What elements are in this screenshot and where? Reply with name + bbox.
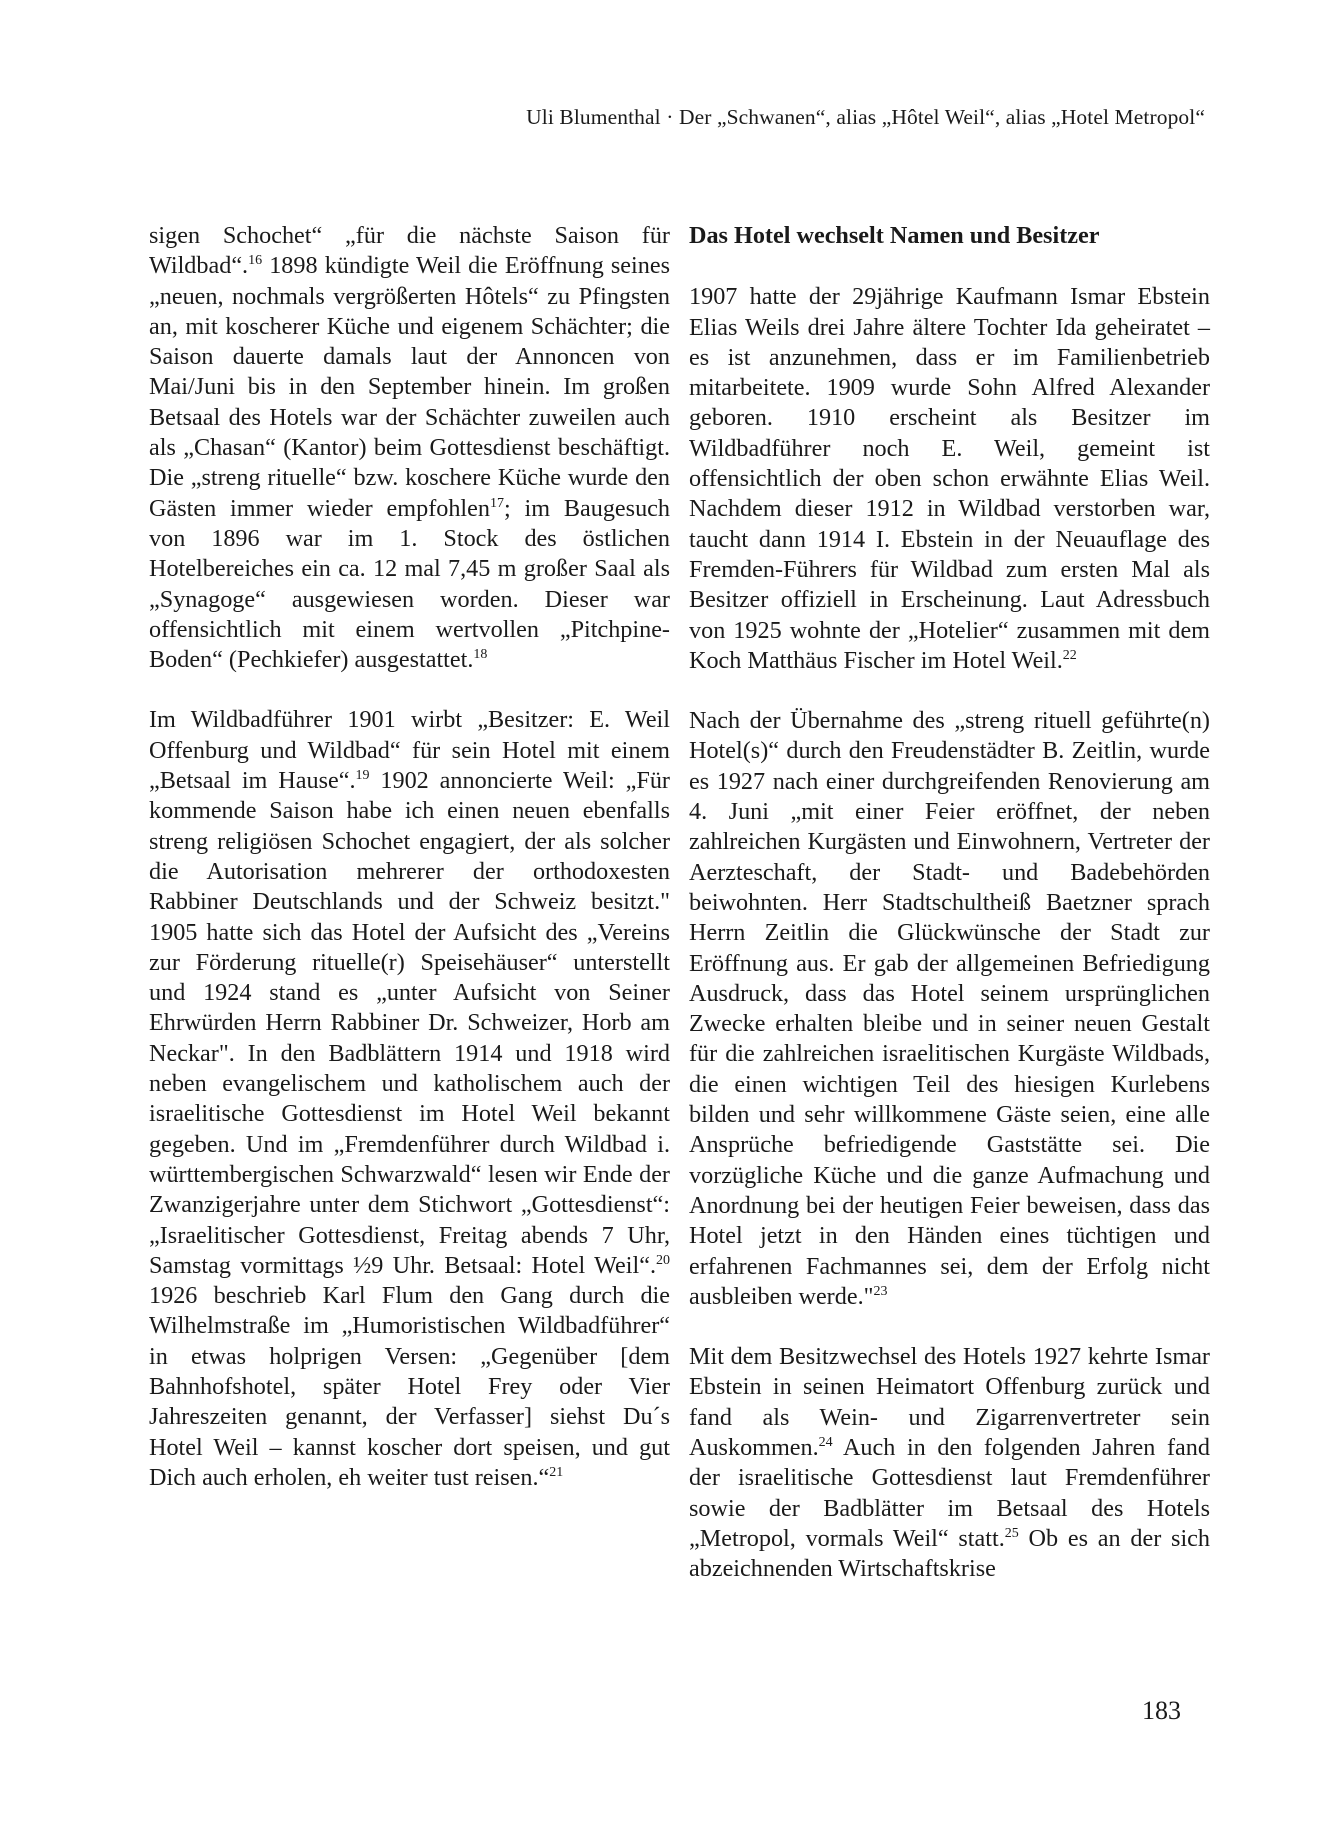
right-column — [689, 221, 1210, 1584]
footnote-ref[interactable]: 21 — [549, 1464, 564, 1480]
footnote-ref[interactable]: 25 — [1004, 1525, 1019, 1541]
text-run: Im Wildbadführer 1901 wirbt „Besitzer: E. Weil Offenburg und Wildbad“ für sein Hotel mit einem „Betsaal im Hause“. — [149, 706, 670, 795]
footnote-ref[interactable]: 17 — [489, 495, 504, 511]
text-run: Auch in den folgenden Jahren fand der israelitische Gottesdienst laut Fremdenführer sowie der Badblätter im Betsaal des Hotels „Metropol, vormals Weil“ statt. — [689, 1433, 1210, 1552]
paragraph — [689, 282, 1210, 676]
paragraph — [689, 706, 1210, 1312]
left-column — [149, 221, 670, 1493]
text-run: 1902 annoncierte Weil: „Für kommende Saison habe ich einen neuen ebenfalls streng religiösen Schochet engagiert, der als solcher die Autorisation mehrerer der orthodoxesten Rabbiner Deutschlands und der Schweiz besitzt." 1905 hatte sich das Hotel der Aufsicht des „Vereins zur Förderung rituelle(r) Speisehäuser“ unterstellt und 1924 stand es „unter Aufsicht von Seiner Ehrwürden Herrn Rabbiner Dr. Schweizer, Horb am Neckar". In den Badblättern 1914 und 1918 wird neben evangelischem und katholischem auch der israelitische Gottesdienst im Hotel Weil bekannt gegeben. Und im „Fremdenführer durch Wildbad i. württembergischen Schwarzwald“ lesen wir Ende der Zwanzigerjahre unter dem Stichwort „Gottesdienst“: „Israelitischer Gottesdienst, Freitag abends 7 Uhr, Samstag vormittags ½9 Uhr. Betsaal: Hotel Weil“. — [149, 767, 670, 1279]
text-run: Ob es an der sich abzeichnenden Wirtschaftskrise — [689, 1524, 1210, 1583]
text-run: Mit dem Besitzwechsel des Hotels 1927 kehrte Ismar Ebstein in seinen Heimatort Offenburg zurück und fand als Wein- und Zigarrenvertreter sein Auskommen. — [689, 1343, 1210, 1461]
page-number: 183 — [1142, 1696, 1181, 1725]
footnote-ref[interactable]: 19 — [355, 767, 370, 783]
text-run: 1907 hatte der 29jährige Kaufmann Ismar Ebstein Elias Weils drei Jahre ältere Tochter Ida geheiratet – es ist anzunehmen, dass er im Familienbetrieb mitarbeitete. 1909 wurde Sohn Alfred Alexander geboren. 1910 erscheint als Besitzer im Wildbadführer noch E. Weil, gemeint ist offensichtlich der oben schon erwähnte Elias Weil. Nachdem dieser 1912 in Wildbad verstorben war, taucht dann 1914 I. Ebstein in der Neuauflage des Fremden-Führers für Wildbad zum ersten Mal als Besitzer offiziell in Erscheinung. Laut Adressbuch von 1925 wohnte der „Hotelier“ zusammen mit dem Koch Matthäus Fischer im Hotel Weil. — [689, 283, 1210, 674]
section-heading: Das Hotel wechselt Namen und Besitzer — [689, 222, 1100, 249]
text-run: sigen Schochet“ „für die nächste Saison für Wildbad“. — [149, 222, 670, 280]
paragraph — [149, 221, 670, 675]
footnote-ref[interactable]: 22 — [1062, 647, 1077, 663]
footnote-ref[interactable]: 16 — [248, 253, 263, 269]
text-run: 1898 kündigte Weil die Eröffnung seines „neuen, nochmals vergrößerten Hôtels“ zu Pfingsten an, mit koscherer Küche und eigenem Schächter; die Saison dauerte damals laut der Annoncen von Mai/Juni bis in den September hinein. Im großen Betsaal des Hotels war der Schächter zuweilen auch als „Chasan“ (Kantor) beim Gottesdienst beschäftigt. Die „streng rituelle“ bzw. koschere Küche wurde den Gästen immer wieder empfohlen — [149, 252, 670, 522]
paragraph — [689, 1342, 1210, 1584]
text-run: 1926 beschrieb Karl Flum den Gang durch die Wilhelmstraße im „Humoristischen Wildbadführer“ in etwas holprigen Versen: „Gegenüber [dem Bahnhofshotel, später Hotel Frey oder Vier Jahreszeiten genannt, der Verfasser] siehst Du´s Hotel Weil – kannst koscher dort speisen, und gut Dich auch erholen, eh weiter tust reisen.“ — [149, 1282, 670, 1491]
text-run: ; im Baugesuch von 1896 war im 1. Stock des östlichen Hotelbereiches ein ca. 12 mal 7,45 m großer Saal als „Synagoge“ ausgewiesen worden. Dieser war offensichtlich mit einem wertvollen „Pitchpine-Boden“ (Pechkiefer) ausgestattet. — [149, 494, 670, 674]
footnote-ref[interactable]: 24 — [818, 1434, 833, 1450]
footnote-ref[interactable]: 18 — [473, 647, 488, 663]
paragraph — [149, 705, 670, 1493]
running-head: Uli Blumenthal · Der „Schwanen“, alias „Hôtel Weil“, alias „Hotel Metropol“ — [526, 105, 1205, 129]
footnote-ref[interactable]: 20 — [656, 1252, 670, 1268]
text-run: Nach der Übernahme des „streng rituell geführte(n) Hotel(s)“ durch den Freudenstädter B. Zeitlin, wurde es 1927 nach einer durchgreifenden Renovierung am 4. Juni „mit einer Feier eröffnet, der neben zahlreichen Kurgästen und Einwohnern, Vertreter der Aerzteschaft, der Stadt- und Badebehörden beiwohnten. Herr Stadtschultheiß Baetzner sprach Herrn Zeitlin die Glückwünsche der Stadt zur Eröffnung aus. Er gab der allgemeinen Befriedigung Ausdruck, dass das Hotel seinem ursprünglichen Zwecke erhalten bleibe und in seiner neuen Gestalt für die zahlreichen israelitischen Kurgäste Wildbads, die einen wichtigen Teil des hiesigen Kurlebens bilden und sehr willkommene Gäste seien, eine alle Ansprüche befriedigende Gaststätte sei. Die vorzügliche Küche und die ganze Aufmachung und Anordnung bei der heutigen Feier beweisen, dass das Hotel jetzt in den Händen eines tüchtigen und erfahrenen Fachmannes sei, dem der Erfolg nicht ausbleiben werde." — [689, 707, 1210, 1310]
footnote-ref[interactable]: 23 — [873, 1283, 888, 1299]
